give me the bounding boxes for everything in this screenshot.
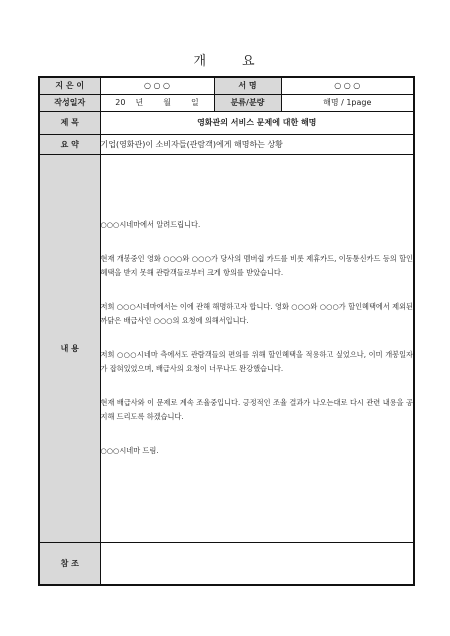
reference-label: 참 조	[39, 542, 100, 585]
summary-value: 기업(영화관)이 소비자들(관람객)에게 해명하는 상황	[100, 134, 414, 154]
subject-row	[39, 111, 414, 134]
author-label: 지 은 이	[39, 77, 100, 94]
document-title	[0, 50, 450, 69]
content-body	[100, 154, 414, 542]
content-paragraph: 저희 ○○○시네마 측에서도 관람객들의 편의를 위해 할인혜택을 적용하고 싶었으나, 이미 개봉일자가 잡혀있었으며, 배급사의 요청이 너무나도 완강했습니다.	[100, 350, 413, 373]
date-value	[100, 94, 214, 111]
content-paragraph: ○○○시네마에서 알려드립니다.	[100, 220, 201, 229]
reference-value	[100, 542, 414, 585]
date-year-unit: 년	[135, 98, 144, 107]
title-right: 요	[242, 54, 257, 69]
summary-row	[39, 134, 414, 154]
summary-label: 요 약	[39, 134, 100, 154]
content-paragraph: 현재 개봉중인 영화 ○○○와 ○○○가 당사의 멤버쉽 카드를 비롯 제휴카드, 이동통신카드 등의 할인혜택을 받지 못해 관람객들로부터 크게 항의를 받았습니다.	[100, 254, 413, 277]
subject-label: 제 목	[39, 111, 100, 134]
date-day-unit: 일	[190, 98, 199, 107]
content-paragraph: 저희 ○○○시네마에서는 이에 관해 해명하고자 합니다. 영화 ○○○와 ○○○가 할인혜택에서 제외된 까닭은 배급사인 ○○○의 요청에 의해서입니다.	[100, 302, 413, 325]
summary-form	[38, 76, 415, 586]
reference-row	[39, 542, 414, 585]
category-value: 해명 / 1page	[281, 94, 414, 111]
title-left: 개	[193, 54, 208, 69]
date-year: 20	[115, 98, 126, 107]
category-label: 분류/분량	[214, 94, 281, 111]
signature-label: 서 명	[214, 77, 281, 94]
content-label: 내 용	[39, 154, 100, 542]
content-row	[39, 154, 414, 542]
subject-value: 영화관의 서비스 문제에 대한 해명	[100, 111, 414, 134]
date-month-unit: 월	[163, 98, 171, 107]
content-paragraph: ○○○시네마 드림.	[100, 446, 159, 455]
date-row	[39, 94, 414, 111]
date-label: 작성일자	[39, 94, 100, 111]
author-value: ○ ○ ○	[100, 77, 214, 94]
signature-value: ○ ○ ○	[281, 77, 414, 94]
content-paragraph: 현재 배급사와 이 문제로 계속 조율중입니다. 긍정적인 조율 결과가 나오는대로 다시 관련 내용을 공지해 드리도록 하겠습니다.	[100, 398, 413, 421]
author-row	[39, 77, 414, 94]
